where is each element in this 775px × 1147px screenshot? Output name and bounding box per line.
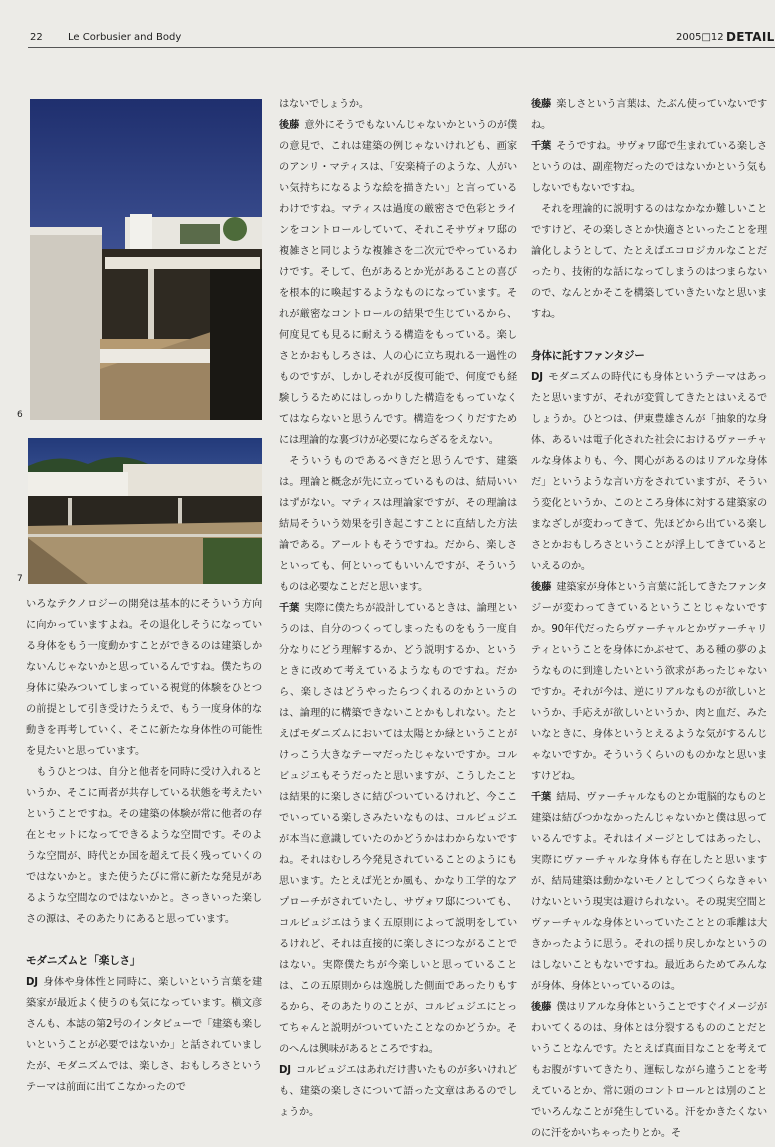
text-column-3 xyxy=(531,94,767,1144)
speaker-label: 千葉 xyxy=(531,792,552,803)
paragraph: はないでしょうか。 xyxy=(279,99,369,110)
paragraph: いろなテクノロジーの開発は基本的にそういう方向に向かっていますよね。その退化しそうになっている身体をもう一度動かすことができるのは建築しかないんじゃないかと思っているんですね。僕たちの身体に染みついてしまっている視覚的体験をひとつの前提として引き受けたうえで、もう一度身体的な動きを再考していく、そこに新たな身体性の可能性を見たいと思っています。 xyxy=(26,599,262,757)
paragraph-text: コルビュジエはあれだけ書いたものが多いけれども、建築の楽しさについて語った文章はあるのでしょうか。 xyxy=(279,1065,517,1118)
paragraph xyxy=(531,367,767,577)
paragraph xyxy=(279,598,517,1060)
paragraph-text: 意外にそうでもないんじゃないかというのが僕の意見で、これは建築の例じゃないけれども、画家のアンリ・マティスは、「安楽椅子のような、人がいい気持ちになるような絵を描きたい」と言っているわけですね。マティスは過度の厳密さで色彩とラインをコントロールしていて、それこそサヴォワ邸の複雑さと同じような複雑さを二次元でやっているわけです。そして、色があるとか光があることの喜びを根本的に喚起するようなものになっています。それが厳密なコントロールの結果で生じているから、何度見ても見るに耐えうる構造をもっている。楽しさとかおもしろさは、人の心に立ち現れる一過性のものですが、しかしそれが反復可能で、何度でも経験しうるためにはしっかりした構造をもっていなくてはならないと思うんです。構造をつくりだすためには理論的な裏づけが必要にならざるをえない。 xyxy=(279,120,517,446)
figure-number: 7 xyxy=(17,574,23,584)
speaker-label: 千葉 xyxy=(279,603,300,614)
paragraph: そういうものであるべきだと思うんです、建築は。理論と概念が先に立っているものは、結局いいはずがない。マティスは理論家ですが、その理論は結局そういう効果を引き起こすことに直結した方法論である。アールトもそうですね。だから、楽しさといっても、何といってもいいんですが、そういうものは必要なことだと思います。 xyxy=(279,456,517,593)
figure-number: 6 xyxy=(17,410,23,420)
magazine-logo: DETAIL xyxy=(726,30,775,44)
paragraph xyxy=(531,787,767,997)
paragraph: もうひとつは、自分と他者を同時に受け入れるというか、そこに両者が共存している状態を考えたいということですね。その建築の体験が常に他者の存在とセットになってできるような空間です。そのような空間が、時代とか国を超えて長く残っていくのではないかと。また使うたびに常に新たな発見があるような空間なのではないかと。さっきいった楽しさの源は、そのあたりにあると思っています。 xyxy=(26,767,262,925)
paragraph-text: 僕はリアルな身体ということですぐイメージがわいてくるのは、身体とは分裂するもののことだということなんです。たとえば真面目なことを考えてもお腹がすいてきたり、運転しながら違うことを考えているとか、常に頭のコントロールとは別のことでいろんなことが発生している。汗をかきたくないのに汗をかいちゃったりとか。そ xyxy=(531,1002,767,1139)
paragraph-text: 建築家が身体という言葉に託してきたファンタジーが変わってきているということじゃないですか。90年代だったらヴァーチャルとかヴァーチャリティということを身体にかぶせて、ある種の夢のようなものに到達したいという欲求があったじゃないですか。それが今は、逆にリアルなものが欲しいというか、手応えが欲しいというか、肉と血だ、みたいなときに、身体というとえるような気がするんじゃないですか。そういうくらいのものかなと思いますけどね。 xyxy=(531,582,767,782)
running-title: Le Corbusier and Body xyxy=(68,32,182,43)
paragraph xyxy=(26,972,262,1098)
speaker-label: 後藤 xyxy=(531,99,552,110)
page-header xyxy=(0,0,775,52)
speaker-label: DJ xyxy=(531,372,543,383)
text-column-2 xyxy=(279,94,517,1123)
paragraph xyxy=(531,136,767,199)
photo-figure-6 xyxy=(30,99,262,420)
issue-label: 2005□12 xyxy=(676,32,724,43)
paragraph-text: 身体や身体性と同時に、楽しいという言葉を建築家が最近よく使うのも気になっています。槇文彦さんも、本誌の第2号のインタビューで「建築も楽しいということが必要ではないか」と話されていましたが、モダニズムでは、楽しさ、おもしろさというテーマは前面に出てこなかったので xyxy=(26,977,262,1093)
photo-figure-7 xyxy=(28,438,262,584)
paragraph-text: そうですね。サヴォワ邸で生まれている楽しさというのは、副産物だったのではないかという気もしないでもないですね。 xyxy=(531,141,767,194)
speaker-label: DJ xyxy=(279,1065,291,1076)
paragraph-text: モダニズムの時代にも身体というテーマはあったと思いますが、それが変質してきたとはいえるでしょうか。ひとつは、伊東豊雄さんが「抽象的な身体、あるいは電子化された社会におけるヴァーチャルな身体よりも、今、関心があるのはリアルな身体だ」というような言い方をされていますが、そういう変化というか、このところ身体に対する建築家のまなざしが変わってきて、先ほどから出ている楽しさとかおもしろさということが浮上してきているといえるのか。 xyxy=(531,372,767,572)
paragraph xyxy=(279,115,517,451)
section-heading: 身体に託すファンタジー xyxy=(531,350,645,362)
paragraph xyxy=(531,997,767,1144)
paragraph xyxy=(531,94,767,136)
text-column-1 xyxy=(26,594,262,1098)
paragraph-text: 結局、ヴァーチャルなものとか電脳的なものと建築は結びつかなかったんじゃないかと僕は思っているんですよ。それはイメージとしてはあったし、実際にヴァーチャルな身体も存在したと思いますが、結局建築は動かないモノとしてつくらなきゃいけないという現実は避けられない。その現実空間とヴァーチャルな身体といっていたこととの乖離は大きかったように思う。それの揺り戻しかなというのはしないこともないですね。最近あらためてみんなが身体、身体といっているのは。 xyxy=(531,792,767,992)
speaker-label: 千葉 xyxy=(531,141,552,152)
page-number: 22 xyxy=(30,32,43,43)
paragraph: それを理論的に説明するのはなかなか難しいことですけど、その楽しさとか快適さといったことを理論化しようとして、たとえばエコロジカルなことだったり、技術的な話になってしまうのはつまらないので、なんとかそこを構築していきたいなと思いますね。 xyxy=(531,204,767,320)
speaker-label: 後藤 xyxy=(531,1002,552,1013)
speaker-label: DJ xyxy=(26,977,38,988)
paragraph-text: 実際に僕たちが設計しているときは、論理というのは、自分のつくってしまったものをもう一度自分なりにどう理解するか、どう説明するか、というときに改めて考えているようなものですね。だから、楽しさはどうやったらつくれるのかというのは、論理的に構築できないことかもしれない。たとえばモダニズムにおいては太陽とか緑ということがけっこう大きなテーマだったじゃないですか。コルビュジエもそうだったと思いますが、こうしたことは結果的に楽しさに結びついているけれど、今ここでいっている楽しさみたいなものは、コルビュジエが本当に意識していたのかどうかはわからないですね。それはむしろ今発見されていることのようにも思います。たとえば光とか風も、かなり工学的なアプローチがされていたし、サヴォワ邸についても、コルビュジエはうまく五原則によって説明をしているけれど、それは直接的に楽しさにつながることではない。実際僕たちが今楽しいと思っていることは、この五原則からは逸脱した側面であったりもするから、そのあたりのことが、コルビュジエにとってちゃんと説明がついていたことなのかどうか。そのへんは興味があるところですね。 xyxy=(279,603,517,1055)
paragraph xyxy=(279,1060,517,1123)
section-heading: モダニズムと「楽しさ」 xyxy=(26,955,141,967)
paragraph xyxy=(531,577,767,787)
speaker-label: 後藤 xyxy=(279,120,300,131)
header-rule xyxy=(28,47,775,48)
speaker-label: 後藤 xyxy=(531,582,552,593)
paragraph-text: 楽しさという言葉は、たぶん使っていないですね。 xyxy=(531,99,767,131)
